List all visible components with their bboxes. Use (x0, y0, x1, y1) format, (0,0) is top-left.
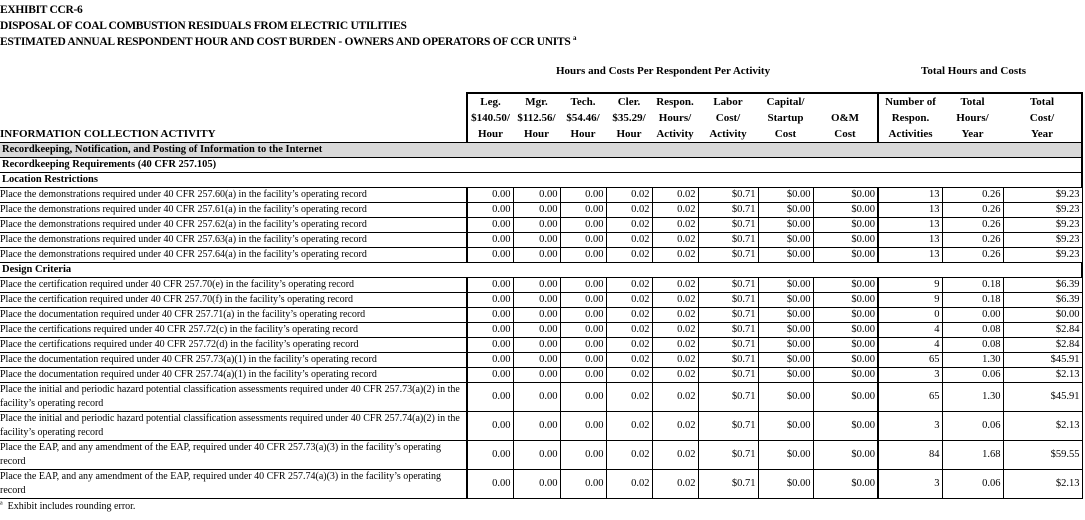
value-cell: 1.30 (942, 383, 1003, 412)
value-cell: $9.23 (1003, 188, 1082, 203)
value-cell: 84 (878, 441, 942, 470)
value-cell: 0.02 (606, 338, 652, 353)
value-cell: 0.26 (942, 218, 1003, 233)
value-cell: 0.18 (942, 278, 1003, 293)
value-cell: 0.00 (467, 248, 513, 263)
value-cell: $0.00 (813, 383, 878, 412)
column-header: Cost/ (715, 112, 741, 124)
value-cell: $0.71 (698, 353, 758, 368)
value-cell: $0.71 (698, 278, 758, 293)
value-cell: $59.55 (1003, 441, 1082, 470)
value-cell: $9.23 (1003, 248, 1082, 263)
column-header: Mgr. (513, 93, 560, 110)
value-cell: 13 (878, 248, 942, 263)
value-cell: 0.02 (606, 248, 652, 263)
value-cell: 0.00 (513, 383, 560, 412)
value-cell: 9 (878, 278, 942, 293)
value-cell: 0.00 (560, 278, 606, 293)
column-header: Cost (834, 128, 856, 140)
group-header-totals: Total Hours and Costs (921, 65, 1027, 77)
value-cell: $0.00 (758, 293, 813, 308)
value-cell: 0.00 (560, 293, 606, 308)
activity-label: Place the certification required under 40 CFR 257.70(e) in the facility’s operating record (0, 278, 467, 293)
section-row (0, 143, 1082, 158)
value-cell: $0.00 (813, 278, 878, 293)
value-cell: $0.00 (758, 412, 813, 441)
table-row (0, 470, 1082, 499)
value-cell: 0.02 (606, 203, 652, 218)
subtitle-text: ESTIMATED ANNUAL RESPONDENT HOUR AND COST BURDEN - OWNERS AND OPERATORS OF CCR UNITS (0, 36, 571, 48)
value-cell: 0.02 (652, 441, 698, 470)
value-cell: 0.02 (606, 218, 652, 233)
value-cell: 0.02 (606, 441, 652, 470)
section-row (0, 173, 1082, 188)
column-header: $35.29/ (612, 112, 646, 124)
column-header: Total (942, 93, 1003, 110)
value-cell: 0.00 (467, 278, 513, 293)
value-cell: $0.00 (758, 441, 813, 470)
value-cell: 0.00 (513, 308, 560, 323)
value-cell: 0.06 (942, 368, 1003, 383)
value-cell: 0.08 (942, 323, 1003, 338)
exhibit-titles (0, 0, 1085, 50)
value-cell: 0.02 (652, 218, 698, 233)
value-cell: 0.00 (513, 203, 560, 218)
value-cell: $0.71 (698, 323, 758, 338)
column-header: Cost (774, 128, 797, 140)
value-cell: 0.06 (942, 412, 1003, 441)
value-cell: 13 (878, 218, 942, 233)
value-cell: $0.00 (813, 188, 878, 203)
value-cell: 0.02 (652, 323, 698, 338)
value-cell: 0.00 (467, 188, 513, 203)
value-cell: 0.00 (560, 353, 606, 368)
table-row (0, 218, 1082, 233)
column-header: O&M (830, 112, 860, 124)
value-cell: 0.02 (652, 412, 698, 441)
value-cell: $0.00 (813, 441, 878, 470)
value-cell: $0.00 (758, 218, 813, 233)
activity-label: Place the documentation required under 40 CFR 257.74(a)(1) in the facility’s operating record (0, 368, 467, 383)
column-header (813, 93, 878, 110)
activity-label: Place the demonstrations required under 40 CFR 257.63(a) in the facility’s operating record (0, 233, 467, 248)
activity-label: Place the demonstrations required under 40 CFR 257.61(a) in the facility’s operating record (0, 203, 467, 218)
exhibit-subtitle (0, 34, 1085, 50)
value-cell: 0.02 (652, 278, 698, 293)
value-cell: 0.02 (606, 278, 652, 293)
value-cell: 0.00 (560, 308, 606, 323)
value-cell: 0.00 (467, 412, 513, 441)
value-cell: 0.02 (606, 383, 652, 412)
value-cell: 0.02 (606, 470, 652, 499)
column-header: Hour (467, 126, 513, 143)
value-cell: 0.00 (942, 308, 1003, 323)
value-cell: 0.00 (513, 368, 560, 383)
header-row (0, 93, 1082, 110)
value-cell: $0.00 (813, 353, 878, 368)
activity-label: Place the certification required under 40 CFR 257.70(f) in the facility’s operating record (0, 293, 467, 308)
value-cell: 0.02 (652, 368, 698, 383)
value-cell: 0.00 (560, 248, 606, 263)
section-label: Design Criteria (0, 263, 1082, 278)
value-cell: $0.00 (813, 470, 878, 499)
value-cell: 0.00 (513, 323, 560, 338)
table-row (0, 368, 1082, 383)
activity-label: Place the demonstrations required under 40 CFR 257.62(a) in the facility’s operating record (0, 218, 467, 233)
value-cell: 0.02 (606, 323, 652, 338)
table-row (0, 323, 1082, 338)
value-cell: 0.00 (513, 412, 560, 441)
value-cell: 3 (878, 368, 942, 383)
value-cell: 0.08 (942, 338, 1003, 353)
section-label: Location Restrictions (0, 173, 1082, 188)
value-cell: 0.26 (942, 188, 1003, 203)
header-spacer (0, 93, 467, 110)
value-cell: 13 (878, 188, 942, 203)
column-header: Hour (570, 128, 596, 140)
value-cell: $0.00 (813, 203, 878, 218)
value-cell: $0.00 (758, 248, 813, 263)
column-header: Tech. (560, 93, 606, 110)
value-cell: $6.39 (1003, 293, 1082, 308)
value-cell: 9 (878, 293, 942, 308)
value-cell: 0.26 (942, 203, 1003, 218)
value-cell: 0.02 (652, 293, 698, 308)
value-cell: $0.00 (813, 293, 878, 308)
activity-label: Place the certifications required under 40 CFR 257.72(c) in the facility’s operating record (0, 323, 467, 338)
column-header: Number of (878, 93, 942, 110)
value-cell: 0.00 (560, 441, 606, 470)
column-header: Respon. (878, 110, 942, 126)
section-label: Recordkeeping Requirements (40 CFR 257.105) (0, 158, 1082, 173)
column-header: Capital/ (758, 93, 813, 110)
value-cell: 0.00 (467, 441, 513, 470)
value-cell: 0.00 (513, 353, 560, 368)
value-cell: 0.02 (652, 248, 698, 263)
value-cell: 4 (878, 338, 942, 353)
value-cell: 0.00 (467, 218, 513, 233)
value-cell: 0.00 (513, 293, 560, 308)
value-cell: $2.13 (1003, 412, 1082, 441)
value-cell: $0.71 (698, 248, 758, 263)
value-cell: 0.00 (513, 338, 560, 353)
value-cell: $0.71 (698, 233, 758, 248)
table-row (0, 293, 1082, 308)
column-header: Total (1003, 93, 1082, 110)
table-row (0, 233, 1082, 248)
value-cell: $0.00 (758, 233, 813, 248)
column-header: Labor (698, 93, 758, 110)
value-cell: 13 (878, 233, 942, 248)
table-row (0, 188, 1082, 203)
value-cell: 1.68 (942, 441, 1003, 470)
value-cell: 0.02 (606, 188, 652, 203)
value-cell: $45.91 (1003, 353, 1082, 368)
value-cell: 0.00 (467, 368, 513, 383)
value-cell: 0.00 (560, 323, 606, 338)
value-cell: $0.71 (698, 203, 758, 218)
value-cell: $2.13 (1003, 470, 1082, 499)
value-cell: $0.71 (698, 412, 758, 441)
activity-label: Place the demonstrations required under 40 CFR 257.60(a) in the facility’s operating record (0, 188, 467, 203)
exhibit-title: DISPOSAL OF COAL COMBUSTION RESIDUALS FROM ELECTRIC UTILITIES (0, 20, 407, 32)
table-row (0, 203, 1082, 218)
value-cell: 0.26 (942, 248, 1003, 263)
value-cell: 0.02 (606, 233, 652, 248)
header-spacer (0, 110, 467, 126)
value-cell: $0.00 (813, 308, 878, 323)
value-cell: 0.02 (606, 353, 652, 368)
value-cell: $0.00 (758, 308, 813, 323)
value-cell: $0.00 (813, 248, 878, 263)
value-cell: 0.00 (513, 248, 560, 263)
column-header: Year (1003, 126, 1082, 143)
value-cell: $0.00 (758, 188, 813, 203)
value-cell: 0.00 (560, 383, 606, 412)
value-cell: 0.00 (513, 233, 560, 248)
activity-label: Place the demonstrations required under 40 CFR 257.64(a) in the facility’s operating record (0, 248, 467, 263)
value-cell: $0.71 (698, 383, 758, 412)
value-cell: 0.02 (606, 368, 652, 383)
value-cell: 0.00 (560, 338, 606, 353)
column-header: Leg. (467, 93, 513, 110)
value-cell: 65 (878, 383, 942, 412)
footnote-text: Exhibit includes rounding error. (7, 501, 136, 512)
value-cell: 0.02 (606, 293, 652, 308)
column-header: Activity (709, 128, 747, 140)
value-cell: 0.00 (467, 233, 513, 248)
value-cell: $45.91 (1003, 383, 1082, 412)
section-label: Recordkeeping, Notification, and Posting of Information to the Internet (0, 143, 1082, 158)
column-header: Activities (878, 126, 942, 143)
value-cell: $0.71 (698, 441, 758, 470)
value-cell: $0.00 (758, 470, 813, 499)
value-cell: 0.02 (606, 308, 652, 323)
table-row (0, 412, 1082, 441)
value-cell: $0.00 (758, 323, 813, 338)
value-cell: $0.00 (1003, 308, 1082, 323)
table-row (0, 353, 1082, 368)
column-header: Cost/ (1003, 110, 1082, 126)
group-header-per-respondent: Hours and Costs Per Respondent Per Activity (556, 65, 771, 77)
column-header: $54.46/ (566, 112, 600, 124)
header-row (0, 110, 1082, 126)
table-row (0, 308, 1082, 323)
activity-column-header: INFORMATION COLLECTION ACTIVITY (0, 128, 216, 140)
value-cell: $0.00 (758, 383, 813, 412)
value-cell: 0.00 (513, 278, 560, 293)
value-cell: 3 (878, 412, 942, 441)
value-cell: 4 (878, 323, 942, 338)
value-cell: 0.02 (652, 353, 698, 368)
activity-label: Place the certifications required under 40 CFR 257.72(d) in the facility’s operating record (0, 338, 467, 353)
value-cell: $0.71 (698, 308, 758, 323)
table-row (0, 441, 1082, 470)
value-cell: 0.00 (560, 188, 606, 203)
column-header: Startup (767, 112, 804, 124)
value-cell: $9.23 (1003, 203, 1082, 218)
value-cell: 0.02 (606, 412, 652, 441)
value-cell: 0 (878, 308, 942, 323)
header-row (0, 126, 1082, 143)
value-cell: 0.00 (467, 323, 513, 338)
value-cell: 0.02 (652, 470, 698, 499)
value-cell: $9.23 (1003, 233, 1082, 248)
value-cell: 1.30 (942, 353, 1003, 368)
value-cell: $2.84 (1003, 323, 1082, 338)
value-cell: 0.06 (942, 470, 1003, 499)
value-cell: 0.00 (560, 368, 606, 383)
value-cell: $6.39 (1003, 278, 1082, 293)
column-header: Activity (656, 128, 694, 140)
value-cell: $0.00 (758, 338, 813, 353)
value-cell: $0.71 (698, 293, 758, 308)
value-cell: $0.71 (698, 368, 758, 383)
table-row (0, 248, 1082, 263)
activity-label: Place the initial and periodic hazard potential classification assessments required under 40 CFR 257.74(a)(2) in the facility’s operating record (0, 412, 467, 441)
column-header: $112.56/ (517, 112, 556, 124)
table-row (0, 338, 1082, 353)
value-cell: 0.02 (652, 203, 698, 218)
activity-label: Place the EAP, and any amendment of the EAP, required under 40 CFR 257.74(a)(3) in the facility’s operating record (0, 470, 467, 499)
value-cell: 0.18 (942, 293, 1003, 308)
value-cell: 0.02 (652, 233, 698, 248)
activity-label: Place the EAP, and any amendment of the EAP, required under 40 CFR 257.73(a)(3) in the facility’s operating record (0, 441, 467, 470)
value-cell: 0.00 (467, 308, 513, 323)
value-cell: $0.00 (813, 368, 878, 383)
value-cell: 0.00 (467, 293, 513, 308)
value-cell: $0.00 (813, 338, 878, 353)
value-cell: 0.26 (942, 233, 1003, 248)
section-row (0, 263, 1082, 278)
value-cell: 0.00 (513, 188, 560, 203)
value-cell: 0.00 (560, 412, 606, 441)
value-cell: $0.71 (698, 188, 758, 203)
value-cell: $0.00 (758, 353, 813, 368)
table-row (0, 383, 1082, 412)
value-cell: $0.71 (698, 470, 758, 499)
column-header: Hour (523, 128, 550, 140)
column-header: Hours/ (956, 112, 989, 124)
value-cell: $0.00 (813, 323, 878, 338)
value-cell: $0.00 (813, 218, 878, 233)
column-header: Respon. (652, 93, 698, 110)
value-cell: 0.00 (560, 203, 606, 218)
footnote-mark: a (0, 500, 3, 507)
column-header: Hours/ (658, 112, 692, 124)
value-cell: 0.02 (652, 188, 698, 203)
value-cell: 0.00 (467, 353, 513, 368)
value-cell: 0.00 (467, 338, 513, 353)
value-cell: $0.00 (813, 233, 878, 248)
value-cell: $0.71 (698, 218, 758, 233)
value-cell: 0.02 (652, 383, 698, 412)
activity-label: Place the initial and periodic hazard potential classification assessments required under 40 CFR 257.73(a)(2) in the facility’s operating record (0, 383, 467, 412)
activity-label: Place the documentation required under 40 CFR 257.73(a)(1) in the facility’s operating record (0, 353, 467, 368)
value-cell: $0.71 (698, 338, 758, 353)
value-cell: $0.00 (758, 278, 813, 293)
value-cell: $2.13 (1003, 368, 1082, 383)
footnote-mark: a (573, 34, 577, 43)
value-cell: $0.00 (758, 203, 813, 218)
burden-table (0, 92, 1083, 499)
value-cell: 0.00 (560, 218, 606, 233)
value-cell: $0.00 (758, 368, 813, 383)
value-cell: 0.00 (560, 233, 606, 248)
activity-label: Place the documentation required under 40 CFR 257.71(a) in the facility’s operating record (0, 308, 467, 323)
column-header: Year (961, 128, 984, 140)
value-cell: 0.02 (652, 338, 698, 353)
section-row (0, 158, 1082, 173)
value-cell: $9.23 (1003, 218, 1082, 233)
column-header: Cler. (606, 93, 652, 110)
value-cell: $2.84 (1003, 338, 1082, 353)
value-cell: 0.00 (513, 470, 560, 499)
value-cell: 13 (878, 203, 942, 218)
value-cell: 0.00 (513, 218, 560, 233)
value-cell: 0.00 (467, 203, 513, 218)
value-cell: 3 (878, 470, 942, 499)
value-cell: 65 (878, 353, 942, 368)
value-cell: $0.00 (813, 412, 878, 441)
column-header: $140.50/ (467, 110, 513, 126)
table-row (0, 278, 1082, 293)
value-cell: 0.00 (467, 383, 513, 412)
value-cell: 0.00 (467, 470, 513, 499)
column-header: Hour (616, 128, 642, 140)
value-cell: 0.00 (513, 441, 560, 470)
exhibit-number: EXHIBIT CCR-6 (0, 4, 83, 16)
value-cell: 0.00 (560, 470, 606, 499)
value-cell: 0.02 (652, 308, 698, 323)
group-header-row (0, 50, 1085, 92)
footnote (0, 499, 1085, 513)
